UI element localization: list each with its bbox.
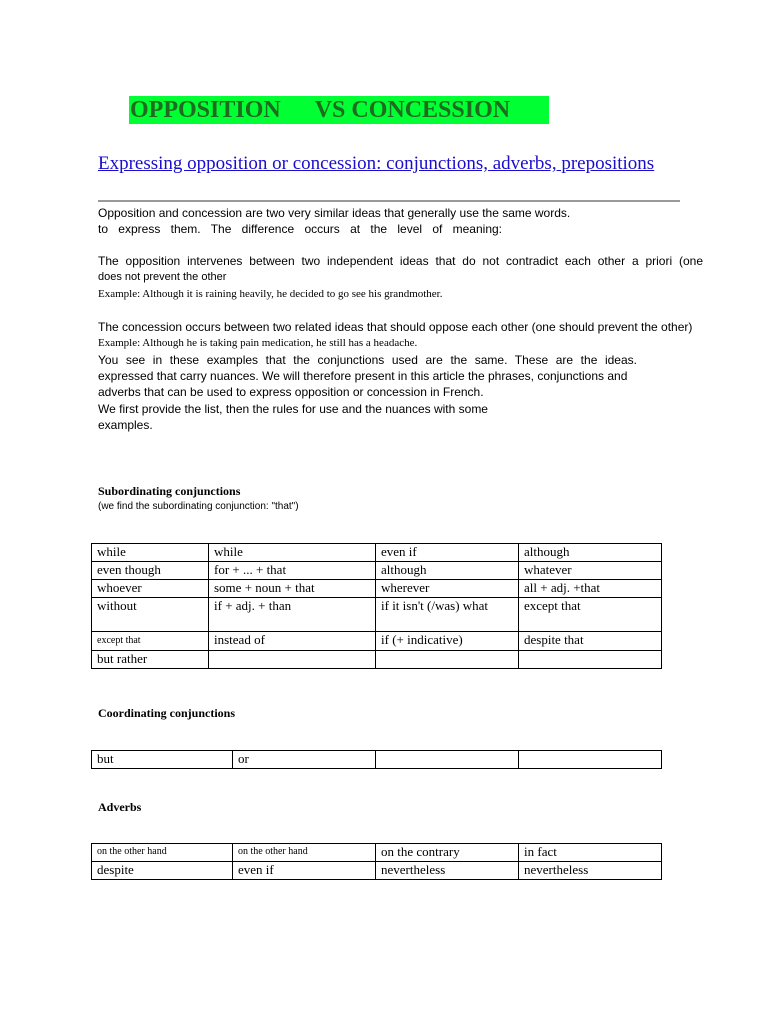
subordinating-table <box>91 543 662 669</box>
table-row <box>92 862 662 880</box>
table-cell: some + noun + that <box>209 580 376 598</box>
table-cell: all + adj. +that <box>519 580 662 598</box>
subordinating-note: (we find the subordinating conjunction: "that") <box>98 501 299 512</box>
table-cell: even though <box>92 562 209 580</box>
nuance-line-4: We first provide the list, then the rules for use and the nuances with some <box>98 402 488 416</box>
subtitle-link[interactable]: Expressing opposition or concession: conjunctions, adverbs, prepositions <box>98 153 655 174</box>
table-cell: on the contrary <box>376 844 519 862</box>
table-row <box>92 598 662 632</box>
opposition-line-2: does not prevent the other <box>98 271 227 283</box>
table-row <box>92 632 662 651</box>
subordinating-heading: Subordinating conjunctions <box>98 484 241 498</box>
table-cell: on the other hand <box>233 844 376 862</box>
table-cell: in fact <box>519 844 662 862</box>
table-row <box>92 544 662 562</box>
table-cell: even if <box>233 862 376 880</box>
table-cell <box>519 751 662 769</box>
table-cell: wherever <box>376 580 519 598</box>
table-row <box>92 651 662 669</box>
table-cell: whoever <box>92 580 209 598</box>
table-cell: even if <box>376 544 519 562</box>
table-cell: or <box>233 751 376 769</box>
table-cell <box>376 651 519 669</box>
table-cell: without <box>92 598 209 632</box>
page-title <box>130 96 510 124</box>
adverbs-heading: Adverbs <box>98 800 142 814</box>
table-cell: but <box>92 751 233 769</box>
intro-line-1: Opposition and concession are two very similar ideas that generally use the same words. <box>98 206 571 220</box>
adverbs-table <box>91 843 662 880</box>
table-cell: but rather <box>92 651 209 669</box>
nuance-line-1: You see in these examples that the conjunctions used are the same. These are the ideas. <box>98 353 637 367</box>
table-row <box>92 844 662 862</box>
coordinating-table <box>91 750 662 769</box>
table-cell: while <box>92 544 209 562</box>
table-row <box>92 580 662 598</box>
title-left: OPPOSITION <box>130 97 281 123</box>
table-cell <box>209 651 376 669</box>
table-cell: whatever <box>519 562 662 580</box>
coordinating-heading: Coordinating conjunctions <box>98 706 236 720</box>
nuance-line-2: expressed that carry nuances. We will therefore present in this article the phrases, conjunctions and <box>98 369 628 383</box>
table-cell: except that <box>519 598 662 632</box>
opposition-line-1: The opposition intervenes between two independent ideas that do not contradict each other a priori (one <box>98 254 703 268</box>
nuance-line-3: adverbs that can be used to express opposition or concession in French. <box>98 385 484 399</box>
table-cell: despite <box>92 862 233 880</box>
table-cell <box>376 751 519 769</box>
table-cell <box>519 651 662 669</box>
table-cell: nevertheless <box>376 862 519 880</box>
table-cell: while <box>209 544 376 562</box>
table-cell: despite that <box>519 632 662 651</box>
table-cell: although <box>376 562 519 580</box>
table-cell: instead of <box>209 632 376 651</box>
divider <box>98 200 680 202</box>
table-cell: if it isn't (/was) what <box>376 598 519 632</box>
table-cell: if + adj. + than <box>209 598 376 632</box>
title-right: VS CONCESSION <box>314 97 511 123</box>
table-row <box>92 751 662 769</box>
table-cell: on the other hand <box>92 844 233 862</box>
intro-line-2: to express them. The difference occurs at the level of meaning: <box>98 222 502 236</box>
table-cell: nevertheless <box>519 862 662 880</box>
table-row <box>92 562 662 580</box>
concession-example: Example: Although he is taking pain medication, he still has a headache. <box>98 337 418 349</box>
table-cell: if (+ indicative) <box>376 632 519 651</box>
nuance-line-5: examples. <box>98 418 153 432</box>
table-cell: for + ... + that <box>209 562 376 580</box>
concession-line-1: The concession occurs between two related ideas that should oppose each other (one should prevent the other) <box>98 320 693 334</box>
table-cell: although <box>519 544 662 562</box>
opposition-example: Example: Although it is raining heavily, he decided to go see his grandmother. <box>98 288 443 300</box>
table-cell: except that <box>92 632 209 651</box>
